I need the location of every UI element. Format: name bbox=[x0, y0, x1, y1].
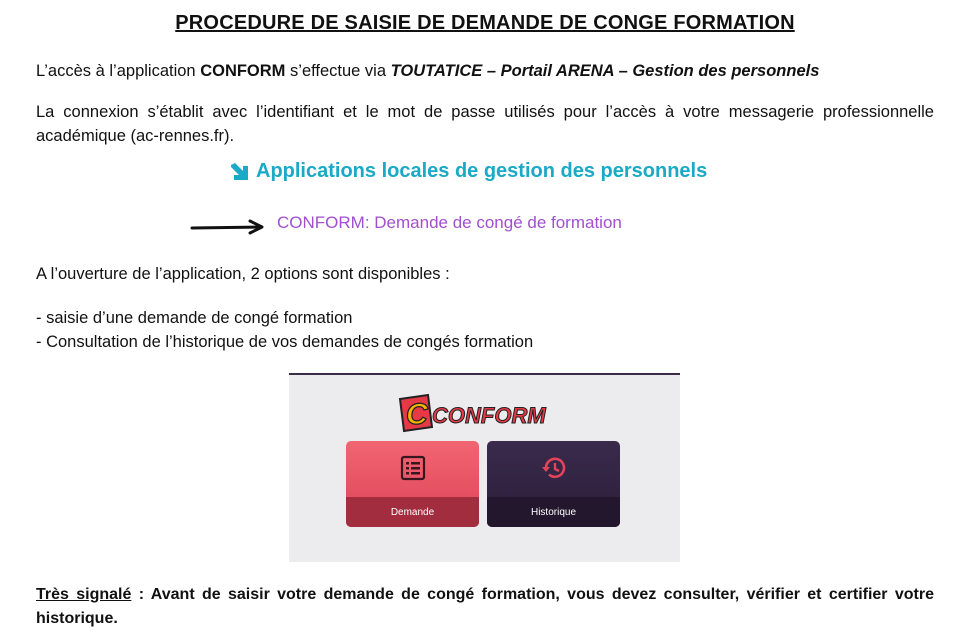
conform-logo bbox=[396, 391, 576, 433]
option-item-demande: - saisie d’une demande de congé formation bbox=[36, 309, 353, 327]
connection-paragraph: La connexion s’établit avec l’identifiant et le mot de passe utilisés pour l’accès à votre messagerie professionnelle académique (ac-rennes.fr). bbox=[36, 103, 934, 145]
svg-text:CONFORM: CONFORM bbox=[432, 403, 546, 428]
portal-section-heading: Applications locales de gestion des personnels bbox=[230, 160, 707, 183]
access-paragraph: L’accès à l’application CONFORM s’effectue via TOUTATICE – Portail ARENA – Gestion des personnels bbox=[36, 62, 820, 80]
historique-tile-label: Historique bbox=[487, 497, 620, 527]
app-name: CONFORM bbox=[200, 62, 286, 80]
history-icon bbox=[541, 455, 567, 481]
corner-arrow-icon bbox=[230, 162, 250, 182]
conform-app-screenshot bbox=[289, 373, 680, 562]
historique-tile[interactable] bbox=[487, 441, 620, 527]
list-icon bbox=[400, 455, 426, 481]
note-lead: Très signalé bbox=[36, 586, 132, 603]
right-arrow-icon bbox=[190, 219, 268, 235]
page-title: PROCEDURE DE SAISIE DE DEMANDE DE CONGE FORMATION bbox=[175, 12, 795, 34]
access-path: TOUTATICE – Portail ARENA – Gestion des personnels bbox=[390, 62, 820, 80]
demande-tile[interactable] bbox=[346, 441, 479, 527]
demande-tile-label: Demande bbox=[346, 497, 479, 527]
option-item-historique: - Consultation de l’historique de vos demandes de congés formation bbox=[36, 333, 534, 351]
options-intro: A l’ouverture de l’application, 2 options sont disponibles : bbox=[36, 265, 450, 283]
svg-text:C: C bbox=[406, 398, 428, 431]
conform-link[interactable]: CONFORM: Demande de congé de formation bbox=[277, 213, 622, 232]
important-note: Très signalé : Avant de saisir votre demande de congé formation, vous devez consulter, vérifier et certifier votre historique. bbox=[36, 586, 934, 627]
